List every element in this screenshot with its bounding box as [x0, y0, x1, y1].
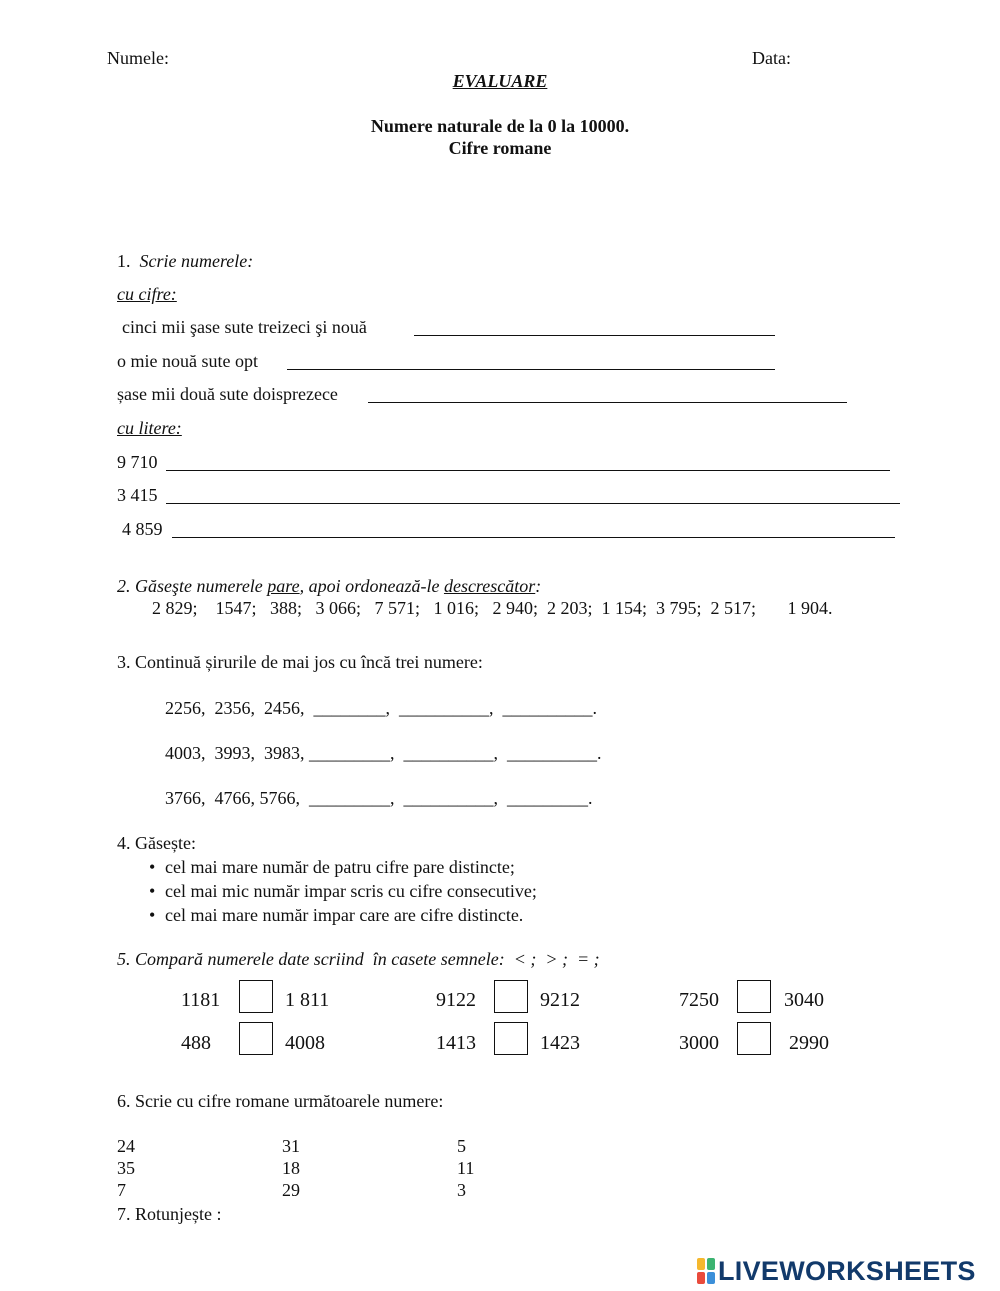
ex1-number: 1.	[117, 251, 131, 271]
answer-line[interactable]	[166, 455, 890, 471]
ex4-instruction: 4. Găsește:	[117, 833, 196, 853]
answer-line[interactable]	[166, 488, 900, 504]
roman-number: 35	[117, 1158, 135, 1178]
ex3-instruction: 3. Continuă șirurile de mai jos cu încă trei numere:	[117, 652, 483, 672]
logo-text: LIVEWORKSHEETS	[718, 1255, 976, 1286]
ex4-bullet-item: • cel mai mic număr impar scris cu cifre consecutive;	[149, 881, 537, 901]
compare-left: 488	[181, 1032, 211, 1054]
compare-right: 9212	[540, 989, 580, 1011]
ex1-letters-item: 9 710	[117, 452, 158, 472]
compare-right: 4008	[285, 1032, 325, 1054]
logo-tile	[697, 1258, 705, 1270]
compare-box[interactable]	[737, 1022, 771, 1055]
compare-box[interactable]	[239, 1022, 273, 1055]
logo-tile	[707, 1258, 715, 1270]
roman-number: 11	[457, 1158, 475, 1178]
roman-number: 5	[457, 1136, 466, 1156]
compare-box[interactable]	[494, 1022, 528, 1055]
ex1-letters-item: 4 859	[122, 519, 163, 539]
ex5-instruction: 5. Compară numerele date scriind în casete semnele: < ; > ; = ;	[117, 949, 600, 969]
ex1-digits-item: cinci mii şase sute treizeci şi nouă	[122, 317, 367, 337]
ex1-digits-heading: cu cifre:	[117, 284, 177, 304]
ex1-digits-item: șase mii două sute doisprezece	[117, 384, 338, 404]
page-subtitle-2: Cifre romane	[448, 138, 552, 158]
ex1-letters-heading: cu litere:	[117, 418, 182, 438]
answer-line[interactable]	[172, 522, 895, 538]
ex7-instruction: 7. Rotunjește :	[117, 1204, 222, 1224]
ex1-instruction: Scrie numerele:	[139, 251, 254, 271]
compare-box[interactable]	[494, 980, 528, 1013]
ex3-sequence-row[interactable]: 4003, 3993, 3983, _________, __________, __________.	[165, 743, 602, 763]
roman-number: 3	[457, 1180, 466, 1200]
compare-box[interactable]	[737, 980, 771, 1013]
logo-tile	[707, 1272, 715, 1284]
ex4-bullet-item: • cel mai mare număr de patru cifre pare distincte;	[149, 857, 515, 877]
compare-left: 7250	[679, 989, 719, 1011]
date-label: Data:	[752, 48, 791, 68]
compare-right: 2990	[789, 1032, 829, 1054]
bullet-icon: •	[149, 905, 156, 925]
roman-number: 18	[282, 1158, 300, 1178]
page-subtitle-1: Numere naturale de la 0 la 10000.	[370, 116, 630, 136]
ex2-word-desc: descrescător	[443, 576, 536, 596]
liveworksheets-logo	[697, 1255, 976, 1286]
ex1-heading	[117, 252, 253, 270]
answer-line[interactable]	[287, 354, 775, 370]
roman-number: 7	[117, 1180, 126, 1200]
compare-box[interactable]	[239, 980, 273, 1013]
compare-right: 3040	[784, 989, 824, 1011]
roman-number: 29	[282, 1180, 300, 1200]
compare-right: 1423	[540, 1032, 580, 1054]
ex6-instruction: 6. Scrie cu cifre romane următoarele numere:	[117, 1091, 444, 1111]
ex3-sequence-row[interactable]: 2256, 2356, 2456, ________, __________, __________.	[165, 698, 597, 718]
logo-tile	[697, 1272, 705, 1284]
logo-mark-icon	[697, 1258, 715, 1284]
answer-line[interactable]	[414, 320, 775, 336]
ex2-numbers: 2 829; 1547; 388; 3 066; 7 571; 1 016; 2 940; 2 203; 1 154; 3 795; 2 517; 1 904.	[152, 598, 833, 618]
roman-number: 24	[117, 1136, 135, 1156]
page-title: EVALUARE	[452, 71, 548, 91]
roman-number: 31	[282, 1136, 300, 1156]
ex1-digits-item: o mie nouă sute opt	[117, 351, 258, 371]
ex2-instruction: 2. Găseşte numerele pare, apoi ordonează-le descrescător:	[117, 576, 542, 596]
answer-line[interactable]	[368, 387, 847, 403]
compare-left: 1413	[436, 1032, 476, 1054]
bullet-icon: •	[149, 881, 156, 901]
bullet-icon: •	[149, 857, 156, 877]
ex1-letters-item: 3 415	[117, 485, 158, 505]
name-label: Numele:	[107, 48, 169, 68]
compare-right: 1 811	[285, 989, 330, 1011]
ex4-bullet-item: • cel mai mare număr impar care are cifre distincte.	[149, 905, 524, 925]
ex3-sequence-row[interactable]: 3766, 4766, 5766, _________, __________, _________.	[165, 788, 593, 808]
compare-left: 1181	[181, 989, 221, 1011]
compare-left: 3000	[679, 1032, 719, 1054]
compare-left: 9122	[436, 989, 476, 1011]
ex2-word-pare: pare	[267, 576, 300, 596]
